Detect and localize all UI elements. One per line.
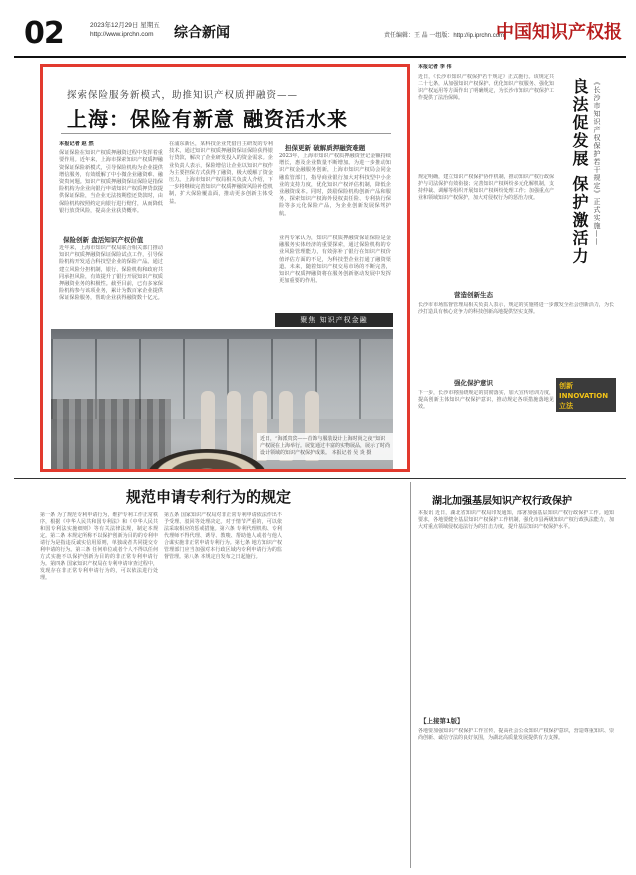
feature-headline: 上海：保险有新意 融资活水来: [67, 107, 348, 131]
feature-subhead-2: 担保更新 破解质押融资难题: [285, 144, 366, 152]
innovation-logo: 创新 INNOVATION 立法: [556, 378, 616, 412]
feature-article: [40, 64, 410, 472]
right-vertical-kicker: 《长沙市知识产权保护若干规定》正式实施——: [593, 78, 601, 246]
right-byline: 本报记者 李 伟: [418, 64, 452, 70]
feature-subhead-1: 保险创新 盘活知识产权价值: [63, 236, 144, 244]
regulation-body-1: 第一条 为了规范专利申请行为，维护专利工作正常秩序，根据《中华人民共和国专利法》和《中华人民共和国专利法实施细则》等有关法律法规，制定本规定。第二条 本规定所称不以保护创新为目的的专利申请行为是指违反诚实信用原则，单独或者共同提交专利申请的行为。第三条 任何单位或者个人不得以任何方式实施不以保护创新为目的的非正常专利申请行为。第四条 国家知识产权局在专利申请审查过程中，发现存在非正常专利申请行为的，可以依法进行处理。: [40, 512, 158, 581]
website-link[interactable]: http://www.iprchn.com: [90, 31, 154, 38]
bottom-left-headline: 规范申请专利行为的规定: [126, 488, 292, 506]
feature-body-1: 保证保险在知识产权质押融资过程中发挥着重要作用。近年来，上海市探索知识产权质押融资保证保险新模式，引导保险机构为企业提供增信服务，有效缓解了中小微企业融资难、融资贵问题。知识产权质押融资保证保险是指保险机构为企业向银行申请知识产权质押贷款提供保证保险，当企业无法按期偿还贷款时，由保险机构按照约定向银行进行赔付，从而降低银行放贷风险，提高企业获贷概率。: [59, 150, 163, 214]
headline-rule: [61, 133, 391, 134]
editor-line: 责任编辑：王 晶 一组版：http://ip.iprchn.com: [384, 33, 505, 39]
hubei-body-2: 各地要加强知识产权保护工作宣传，提高社会公众知识产权保护意识，营造尊重知识、崇尚创新、诚信守法的良好氛围，为湖北高质量发展提供有力支撑。: [418, 728, 614, 741]
right-subhead-2: 强化保护意识: [454, 379, 493, 387]
hubei-subhead: 【上接第1版】: [420, 717, 464, 725]
column-divider: [410, 482, 411, 868]
feature-body-2: 近年来，上海市知识产权局联合相关部门推动知识产权质押融资保证保险试点工作，引导保险机构开发适合科技型企业的保险产品。通过建立风险分担机制，银行、保险机构和政府共同承担风险，有效提升了银行开展知识产权质押融资业务的积极性。截至目前，已有多家保险机构参与该项业务，累计为数百家企业提供保证保险服务，帮助企业获得融资数十亿元。: [59, 245, 163, 302]
photo-visitors: [51, 399, 171, 469]
photo-caption: 近日，“海派贵宾——首饰与服装设计上海时尚之夜”知识产权展在上海举行。展览通过丰富的实物展品，展示了时尚设计领域的知识产权保护成果。 本报记者 吴 炎 摄: [257, 433, 393, 460]
feature-byline: 本报记者 赵 然: [59, 141, 94, 147]
hubei-body-1: 本报讯 近日，湖北省知识产权局印发通知，部署加强基层知识产权行政保护工作。通知要求，各地要健全基层知识产权保护工作机制，强化市县两级知识产权行政执法能力，加大对重点领域侵权违法行为的打击力度，提升基层知识产权保护水平。: [418, 510, 614, 530]
right-body-2: 规定明确，建立知识产权保护协作机制，推动知识产权行政保护与司法保护有效衔接；完善知识产权纠纷多元化解机制，支持仲裁、调解等组织开展知识产权纠纷处理工作；加强重点产业和领域知识产权保护，加大对侵权行为的惩治力度。: [418, 174, 554, 201]
right-vertical-title: [562, 78, 622, 378]
feature-body-5: 业内专家认为，知识产权质押融资保证保险是金融服务实体经济的重要探索，通过保险机构的专业风险管理能力，有效弥补了银行在知识产权价值评估方面的不足，为科技型企业打通了融资渠道。未来，随着知识产权交易市场的不断完善，知识产权质押融资将在服务创新驱动发展中发挥更加重要的作用。: [279, 235, 391, 285]
page-number: 02: [24, 16, 64, 51]
right-body-4: 下一步，长沙市将围绕规定的贯彻落实，加大宣传培训力度，提高创新主体知识产权保护意识，推动规定各项措施落地见效。: [418, 390, 554, 410]
feature-kicker: 探索保险服务新模式，助推知识产权质押融资——: [67, 90, 299, 101]
right-body-1: 近日，《长沙市知识产权保护若干规定》正式施行。该规定共二十七条，从加强知识产权保护、优化知识产权服务、强化知识产权运用等方面作出了明确规定，为长沙市知识产权保护工作提供了法治保障。: [418, 74, 554, 101]
page-header: [14, 8, 626, 60]
feature-banner: 聚焦 知识产权金融: [275, 313, 393, 327]
newspaper-logo: 中国知识产权报: [496, 22, 622, 43]
right-subhead-1: 营造创新生态: [454, 291, 493, 299]
issue-date: 2023年12月29日 星期五: [90, 22, 160, 29]
section-title: 综合新闻: [174, 25, 230, 41]
date-line: [90, 21, 160, 39]
header-rule: [14, 56, 626, 58]
right-body-3: 长沙市市场监督管理局相关负责人表示，规定的实施将进一步激发全社会创新活力，为长沙打造具有核心竞争力的科技创新高地提供坚实支撑。: [418, 302, 614, 315]
bottom-right-headline: 湖北加强基层知识产权行政保护: [432, 496, 572, 507]
feature-body-3: 在浦东新区，某科技企业凭借自主研发的专利技术，通过知识产权质押融资保证保险获得银行贷款，解决了企业研发投入的资金需求。企业负责人表示，保险增信让企业以知识产权作为主要担保方式获得了融资，极大缓解了资金压力。上海市知识产权局相关负责人介绍，下一步将继续完善知识产权质押融资风险补偿机制，扩大保险覆盖面，推动更多创新主体受益。: [169, 141, 273, 205]
feature-column-1: [59, 141, 163, 231]
regulation-body-2: 第五条 国家知识产权局对非正常专利申请依法作出不予受理、驳回等处理决定。对于情节严重的，可以依法采取相应的惩戒措施。第六条 专利代理机构、专利代理师不得代理、诱导、教唆、帮助他人或者与他人合谋实施非正常申请专利行为。第七条 地方知识产权管理部门应当加强对本行政区域内专利申请行为的监督管理。第八条 本规定自发布之日起施行。: [164, 512, 282, 560]
bottom-section-rule: [14, 478, 626, 479]
feature-body-4: 2023年，上海市知识产权质押融资登记金额持续增长，惠及企业数量不断增加。为进一步推动知识产权金融服务创新，上海市知识产权局会同金融监管部门，指导商业银行加大对科技型中小企业的支持力度，优化知识产权评估机制，降低企业融资成本。同时，鼓励保险机构创新产品和服务，探索知识产权海外侵权责任险、专利执行保险等多元化保险产品，为企业创新发展保驾护航。: [279, 153, 391, 217]
right-vertical-headline: 良法促发展 保护激活力: [570, 78, 589, 266]
